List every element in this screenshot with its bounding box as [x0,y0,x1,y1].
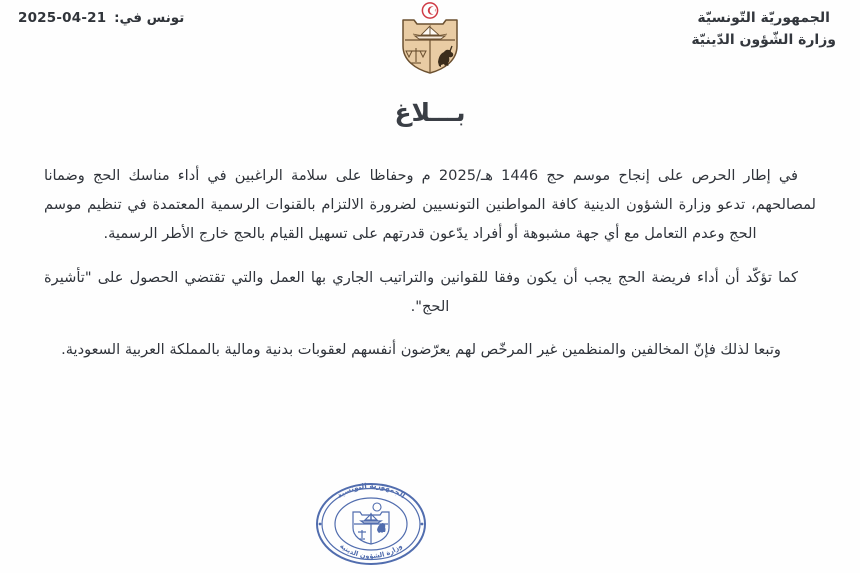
date-label: تونس في: [114,10,185,26]
ministry-heading [691,8,836,51]
paragraph-3: وتبعا لذلك فإنّ المخالفين والمنظمين غير المرخّص لهم يعرّضون أنفسهم لعقوبات بدنية ومالية بالمملكة العربية السعودية. [61,340,781,358]
official-round-stamp-icon [305,478,437,566]
tunisian-coat-of-arms-icon [389,2,471,78]
date-value: 2025-04-21 [18,10,107,26]
document-body [44,161,816,364]
svg-text:الجمهورية التونسية [335,481,407,500]
document-header [0,0,860,82]
paragraph-2: كما تؤكّد أن أداء فريضة الحج يجب أن يكون وفقا للقوانين والتراتيب الجاري بها العمل والتي تقتضي الحصول على "تأشيرة الحج". [44,268,798,315]
document-date [18,10,184,26]
ministry-line: وزارة الشّؤون الدّينيّة [691,31,836,48]
stamp-top-text: الجمهورية التونسية [335,480,407,501]
republic-line: الجمهوريّة التّونسيّة [697,10,830,26]
page-title: بـــلاغ [394,98,466,127]
paragraph-1: في إطار الحرص على إنجاح موسم حج 1446 هـ/2025 م وحفاظا على سلامة الراغبين في أداء مناسك الحج وضمانا لمصالحهم، تدعو وزارة الشؤون الدينية كافة المواطنين التونسيين لضرورة الالتزام بالقنوات الرسمية المعتمدة في تنظيم موسم الحج وعدم التعامل مع أي جهة مشبوهة أو أفراد يدّعون قدرتهم على تسهيل القيام بالحج خارج الأطر الرسمية. [44,167,816,243]
stamp-bottom-text: وزارة الشؤون الدينية [338,541,404,561]
